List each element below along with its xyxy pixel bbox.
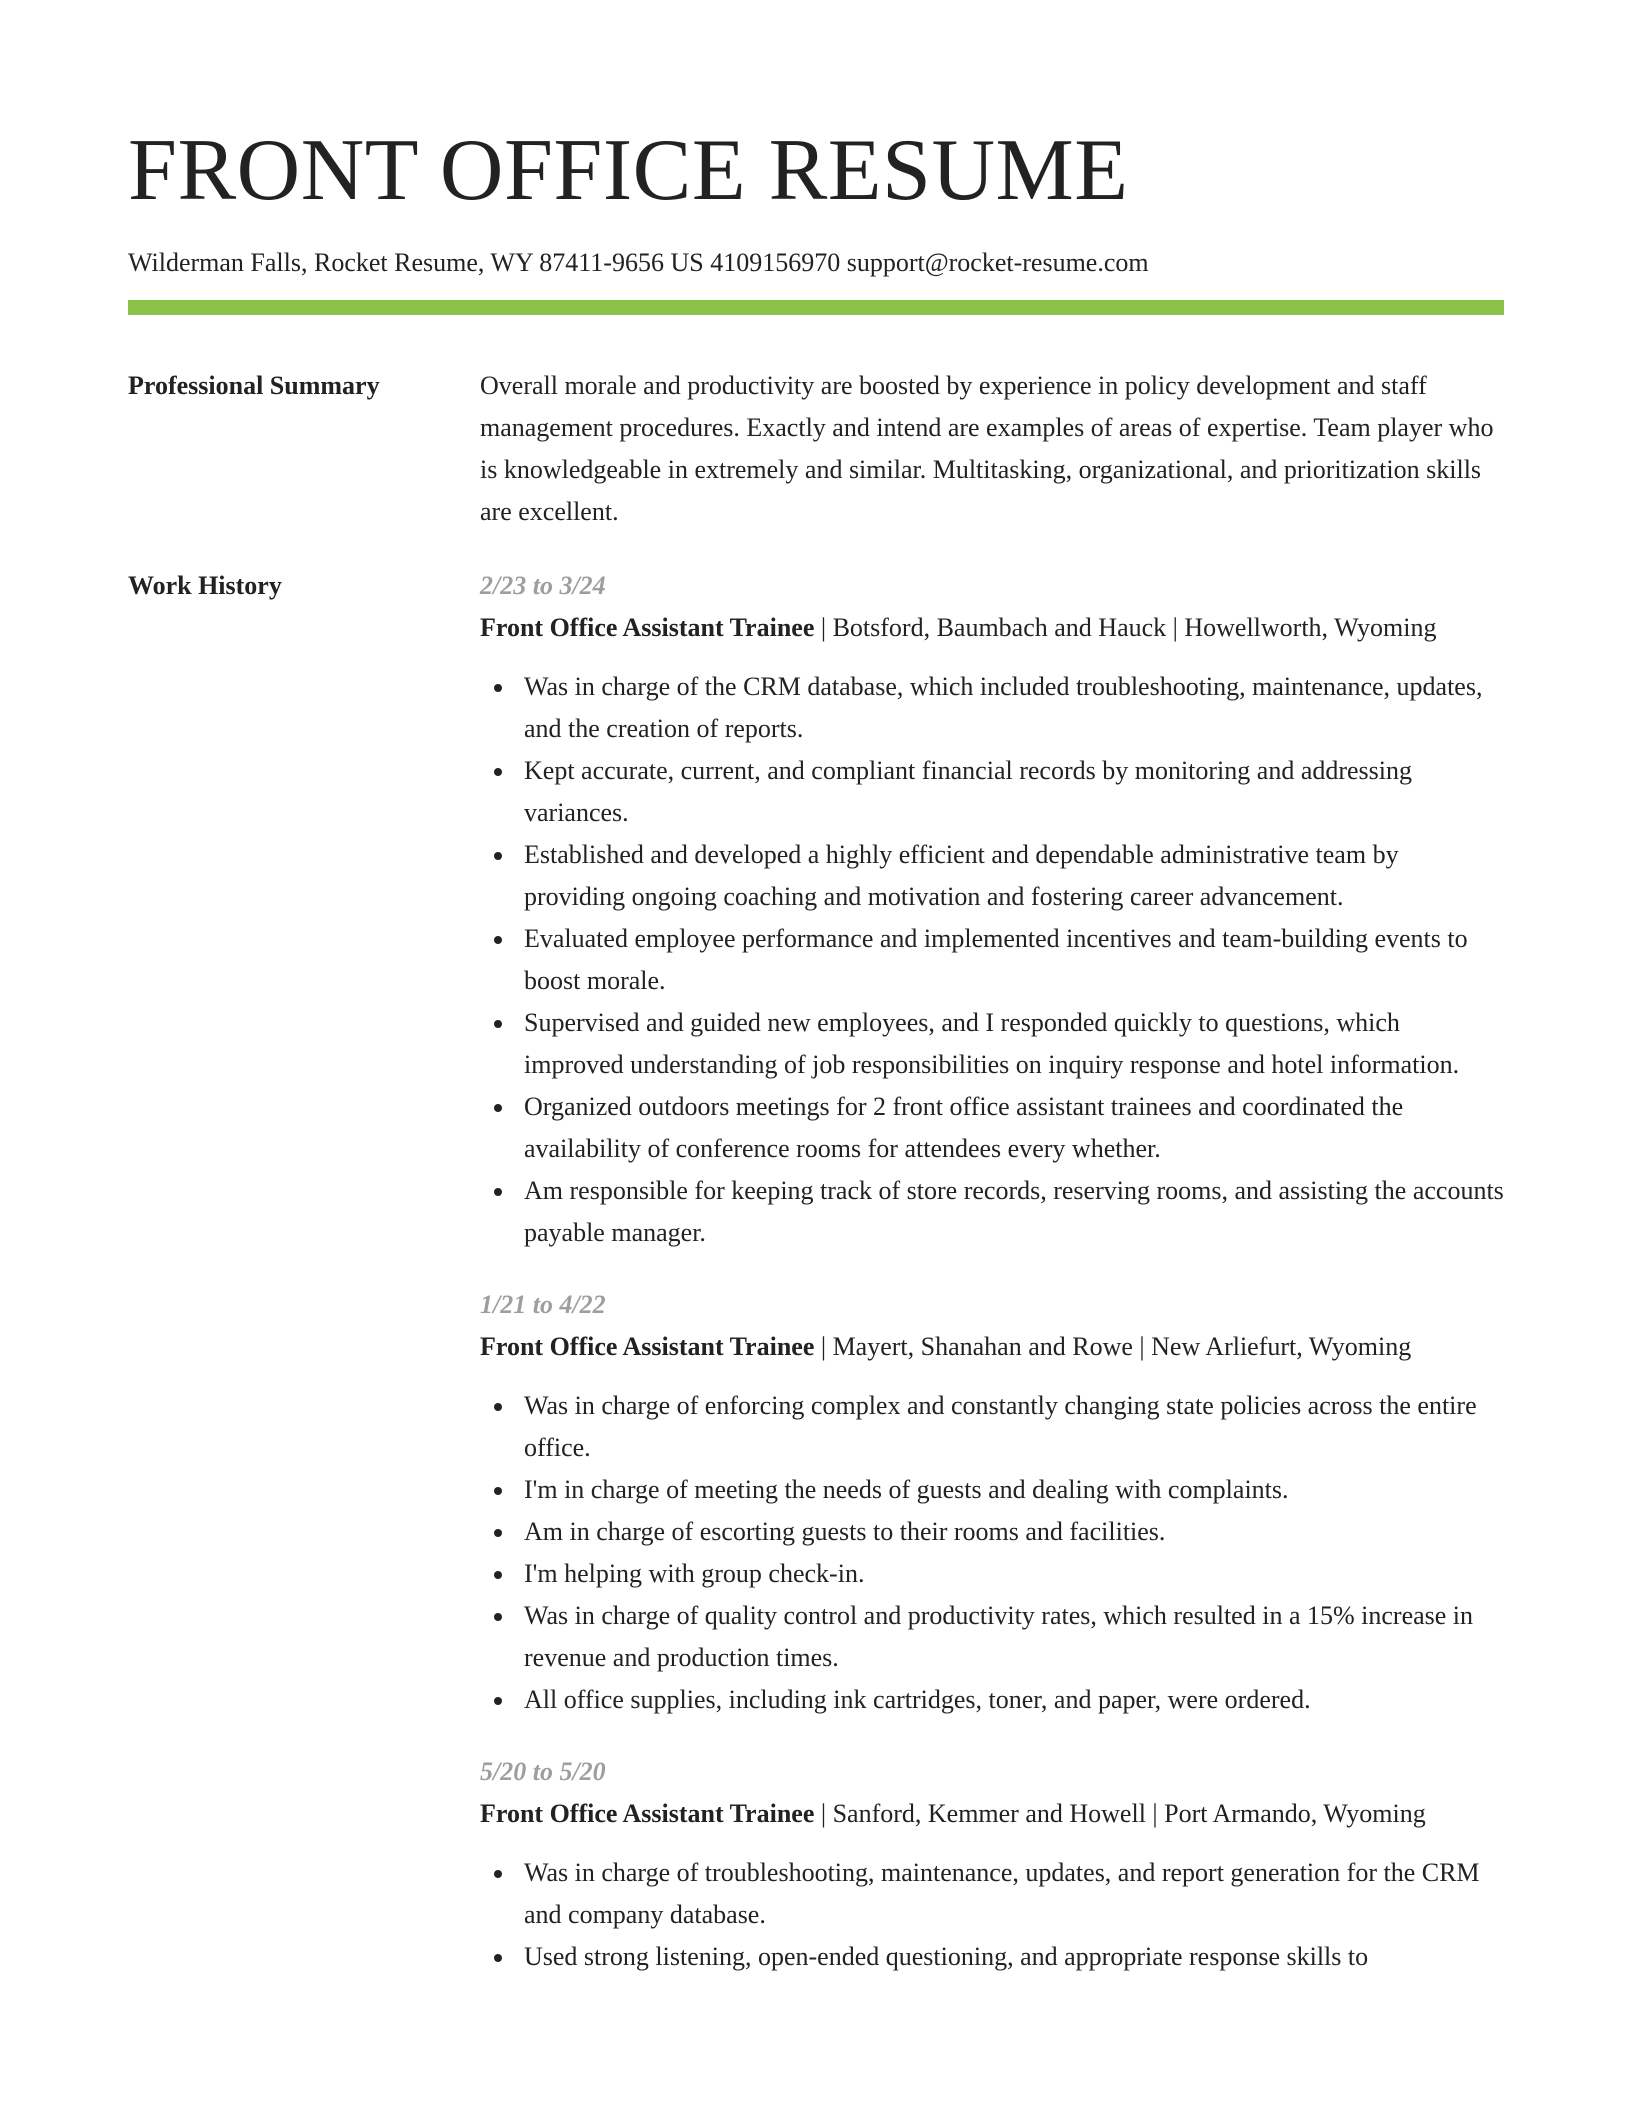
job-duty: Am responsible for keeping track of store records, reserving rooms, and assisting the accounts payable manager. [480,1170,1504,1254]
job-duty: Organized outdoors meetings for 2 front office assistant trainees and coordinated the availability of conference rooms for attendees every whether. [480,1086,1504,1170]
job-heading [480,1793,1504,1835]
job-duty: I'm helping with group check-in. [480,1553,1504,1595]
work-history-section [128,565,1504,1978]
section-label-work: Work History [128,571,282,600]
job-duty: Was in charge of enforcing complex and constantly changing state policies across the entire office. [480,1385,1504,1469]
job-duties-list [480,666,1504,1254]
job-dates: 5/20 to 5/20 [480,1757,606,1786]
work-history-list [480,565,1504,1978]
summary-text: Overall morale and productivity are boosted by experience in policy development and staff management procedures. Exactly and intend are examples of areas of expertise. Team player who is knowledgeable in extremely and similar. Multitasking, organizational, and prioritization skills are excellent. [480,371,1494,526]
job-duties-list [480,1852,1504,1978]
job-duty: Was in charge of quality control and productivity rates, which resulted in a 15% increase in revenue and production times. [480,1595,1504,1679]
job-heading [480,1326,1504,1368]
professional-summary-section [128,365,1504,533]
job-duty: Established and developed a highly efficient and dependable administrative team by providing ongoing coaching and motivation and fostering career advancement. [480,834,1504,918]
job-entry [480,1284,1504,1721]
job-duty: Am in charge of escorting guests to their rooms and facilities. [480,1511,1504,1553]
job-title: Front Office Assistant Trainee [480,613,815,642]
job-entry [480,1751,1504,1978]
job-heading [480,607,1504,649]
resume-page [128,0,1504,1978]
job-duty: Was in charge of troubleshooting, maintenance, updates, and report generation for the CRM and company database. [480,1852,1504,1936]
job-title: Front Office Assistant Trainee [480,1799,815,1828]
job-title: Front Office Assistant Trainee [480,1332,815,1361]
job-details: | Mayert, Shanahan and Rowe | New Arliefurt, Wyoming [814,1332,1412,1361]
job-dates: 2/23 to 3/24 [480,571,606,600]
job-duty: Evaluated employee performance and implemented incentives and team-building events to boost morale. [480,918,1504,1002]
job-dates: 1/21 to 4/22 [480,1290,606,1319]
job-duty: Used strong listening, open-ended questioning, and appropriate response skills to [480,1936,1504,1978]
job-duty: All office supplies, including ink cartridges, toner, and paper, were ordered. [480,1679,1504,1721]
section-label-summary: Professional Summary [128,371,380,400]
resume-title: FRONT OFFICE RESUME [128,122,1129,219]
job-duty: Supervised and guided new employees, and I responded quickly to questions, which improved understanding of job responsibilities on inquiry response and hotel information. [480,1002,1504,1086]
job-duty: I'm in charge of meeting the needs of guests and dealing with complaints. [480,1469,1504,1511]
job-duty: Was in charge of the CRM database, which included troubleshooting, maintenance, updates, and the creation of reports. [480,666,1504,750]
contact-line: Wilderman Falls, Rocket Resume, WY 87411-9656 US 4109156970 support@rocket-resume.com [128,248,1149,277]
job-duties-list [480,1385,1504,1721]
job-details: | Botsford, Baumbach and Hauck | Howellworth, Wyoming [814,613,1437,642]
job-duty: Kept accurate, current, and compliant financial records by monitoring and addressing variances. [480,750,1504,834]
job-details: | Sanford, Kemmer and Howell | Port Armando, Wyoming [814,1799,1426,1828]
job-entry [480,565,1504,1254]
header-divider [128,300,1504,315]
